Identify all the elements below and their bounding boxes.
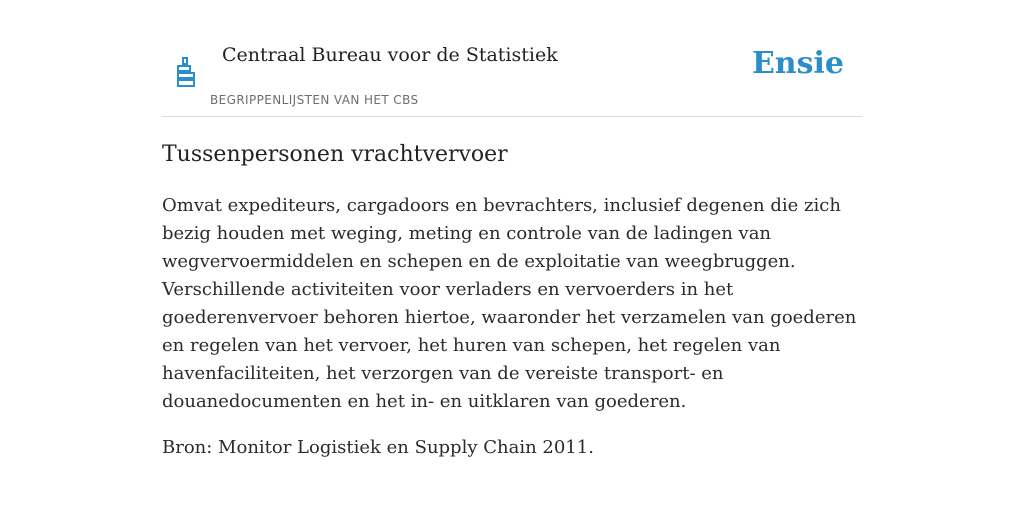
entry-content [162,138,862,462]
entry-source: Bron: Monitor Logistiek en Supply Chain 2011. [162,437,594,458]
site-subtitle[interactable]: BEGRIPPENLIJSTEN VAN HET CBS [210,93,419,107]
entry-title: Tussenpersonen vrachtvervoer [162,142,508,167]
org-name[interactable]: Centraal Bureau voor de Statistiek [222,44,558,66]
entry-definition: Omvat expediteurs, cargadoors en bevrachters, inclusief degenen die zich bezig houden met weging, meting en controle van de ladingen van wegvervoermiddelen en schepen en de exploitatie van weegbruggen. Verschillende activiteiten voor verladers en vervoerders in het goederenvervoer behoren hiertoe, waaronder het verzamelen van goederen en regelen van het vervoer, het huren van schepen, het regelen van havenfaciliteiten, het verzorgen van de vereiste transport- en douanedocumenten en het in- en uitklaren van goederen. [162,195,857,412]
brand-logo[interactable]: Ensie [751,46,844,81]
header [162,0,862,117]
cbs-logo-icon[interactable] [174,56,198,88]
